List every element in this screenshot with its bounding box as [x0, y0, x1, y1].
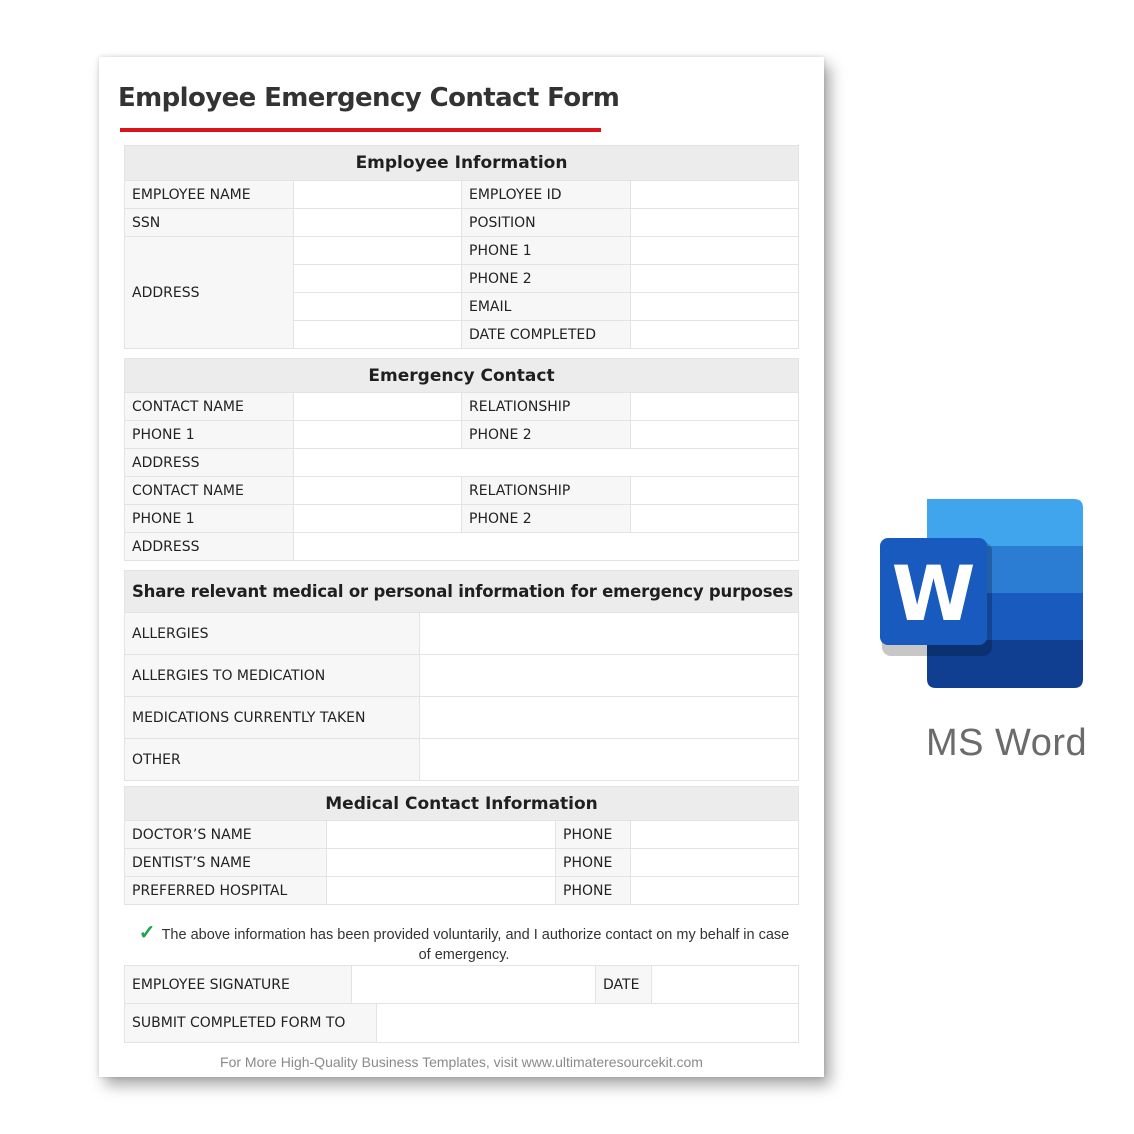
contact-name-label: CONTACT NAME	[125, 393, 294, 421]
allergies-label: ALLERGIES	[125, 613, 420, 655]
employee-signature-field[interactable]	[352, 966, 596, 1004]
address-field-line-2[interactable]	[294, 265, 462, 293]
contact2-phone2-field[interactable]	[631, 505, 799, 533]
address-field-line-4[interactable]	[294, 321, 462, 349]
contact2-name-label: CONTACT NAME	[125, 477, 294, 505]
contact-name-field[interactable]	[294, 393, 462, 421]
contact-phone1-field[interactable]	[294, 421, 462, 449]
contact2-phone2-label: PHONE 2	[462, 505, 631, 533]
employee-id-field[interactable]	[631, 181, 799, 209]
ms-word-label: MS Word	[926, 722, 1088, 764]
contact2-address-field[interactable]	[294, 533, 799, 561]
contact2-name-field[interactable]	[294, 477, 462, 505]
phone1-label: PHONE 1	[462, 237, 631, 265]
signature-date-label: DATE	[596, 966, 652, 1004]
position-label: POSITION	[462, 209, 631, 237]
submit-to-label: SUBMIT COMPLETED FORM TO	[125, 1004, 377, 1043]
consent-text: The above information has been provided voluntarily, and I authorize contact on my behalf in case of emergency.	[161, 927, 790, 963]
address-field-line-1[interactable]	[294, 237, 462, 265]
signature-table	[124, 965, 799, 1004]
allergies-to-medication-field[interactable]	[420, 655, 799, 697]
contact-address-label: ADDRESS	[125, 449, 294, 477]
other-field[interactable]	[420, 739, 799, 781]
medical-info-table	[124, 570, 799, 781]
ssn-field[interactable]	[294, 209, 462, 237]
dentist-phone-label: PHONE	[556, 849, 631, 877]
emergency-contact-heading: Emergency Contact	[125, 359, 799, 393]
medical-info-heading: Share relevant medical or personal information for emergency purposes	[125, 571, 799, 613]
other-label: OTHER	[125, 739, 420, 781]
ssn-label: SSN	[125, 209, 294, 237]
employee-info-table	[124, 145, 799, 349]
contact2-address-label: ADDRESS	[125, 533, 294, 561]
submit-to-field[interactable]	[377, 1004, 799, 1043]
doctor-phone-label: PHONE	[556, 821, 631, 849]
ms-word-icon	[878, 498, 1084, 690]
employee-signature-label: EMPLOYEE SIGNATURE	[125, 966, 352, 1004]
allergies-field[interactable]	[420, 613, 799, 655]
contact2-relationship-label: RELATIONSHIP	[462, 477, 631, 505]
doctor-phone-field[interactable]	[631, 821, 799, 849]
dentists-name-field[interactable]	[327, 849, 556, 877]
consent-statement	[134, 923, 794, 965]
email-label: EMAIL	[462, 293, 631, 321]
checkmark-icon[interactable]: ✓	[138, 922, 156, 944]
footer-note: For More High-Quality Business Templates, visit www.ultimateresourcekit.com	[220, 1054, 703, 1070]
contact2-phone1-label: PHONE 1	[125, 505, 294, 533]
page-title: Employee Emergency Contact Form	[118, 83, 620, 113]
contact-phone2-field[interactable]	[631, 421, 799, 449]
contact-phone2-label: PHONE 2	[462, 421, 631, 449]
phone2-field[interactable]	[631, 265, 799, 293]
employee-name-label: EMPLOYEE NAME	[125, 181, 294, 209]
medical-contact-table	[124, 786, 799, 905]
email-field[interactable]	[631, 293, 799, 321]
contact-phone1-label: PHONE 1	[125, 421, 294, 449]
word-icon-letter: W	[891, 549, 976, 638]
preferred-hospital-field[interactable]	[327, 877, 556, 905]
medications-taken-field[interactable]	[420, 697, 799, 739]
phone1-field[interactable]	[631, 237, 799, 265]
relationship-label: RELATIONSHIP	[462, 393, 631, 421]
form-page	[99, 57, 824, 1077]
emergency-contact-table	[124, 358, 799, 561]
phone2-label: PHONE 2	[462, 265, 631, 293]
doctors-name-field[interactable]	[327, 821, 556, 849]
relationship-field[interactable]	[631, 393, 799, 421]
medical-contact-heading: Medical Contact Information	[125, 787, 799, 821]
hospital-phone-field[interactable]	[631, 877, 799, 905]
date-completed-label: DATE COMPLETED	[462, 321, 631, 349]
dentist-phone-field[interactable]	[631, 849, 799, 877]
doctors-name-label: DOCTOR’S NAME	[125, 821, 327, 849]
title-underline	[120, 128, 601, 132]
employee-id-label: EMPLOYEE ID	[462, 181, 631, 209]
hospital-phone-label: PHONE	[556, 877, 631, 905]
preferred-hospital-label: PREFERRED HOSPITAL	[125, 877, 327, 905]
submit-to-table	[124, 1003, 799, 1043]
address-label: ADDRESS	[125, 237, 294, 349]
address-field-line-3[interactable]	[294, 293, 462, 321]
medications-taken-label: MEDICATIONS CURRENTLY TAKEN	[125, 697, 420, 739]
employee-name-field[interactable]	[294, 181, 462, 209]
position-field[interactable]	[631, 209, 799, 237]
dentists-name-label: DENTIST’S NAME	[125, 849, 327, 877]
contact2-relationship-field[interactable]	[631, 477, 799, 505]
contact-address-field[interactable]	[294, 449, 799, 477]
employee-info-heading: Employee Information	[125, 146, 799, 181]
contact2-phone1-field[interactable]	[294, 505, 462, 533]
date-completed-field[interactable]	[631, 321, 799, 349]
signature-date-field[interactable]	[652, 966, 799, 1004]
allergies-to-medication-label: ALLERGIES TO MEDICATION	[125, 655, 420, 697]
